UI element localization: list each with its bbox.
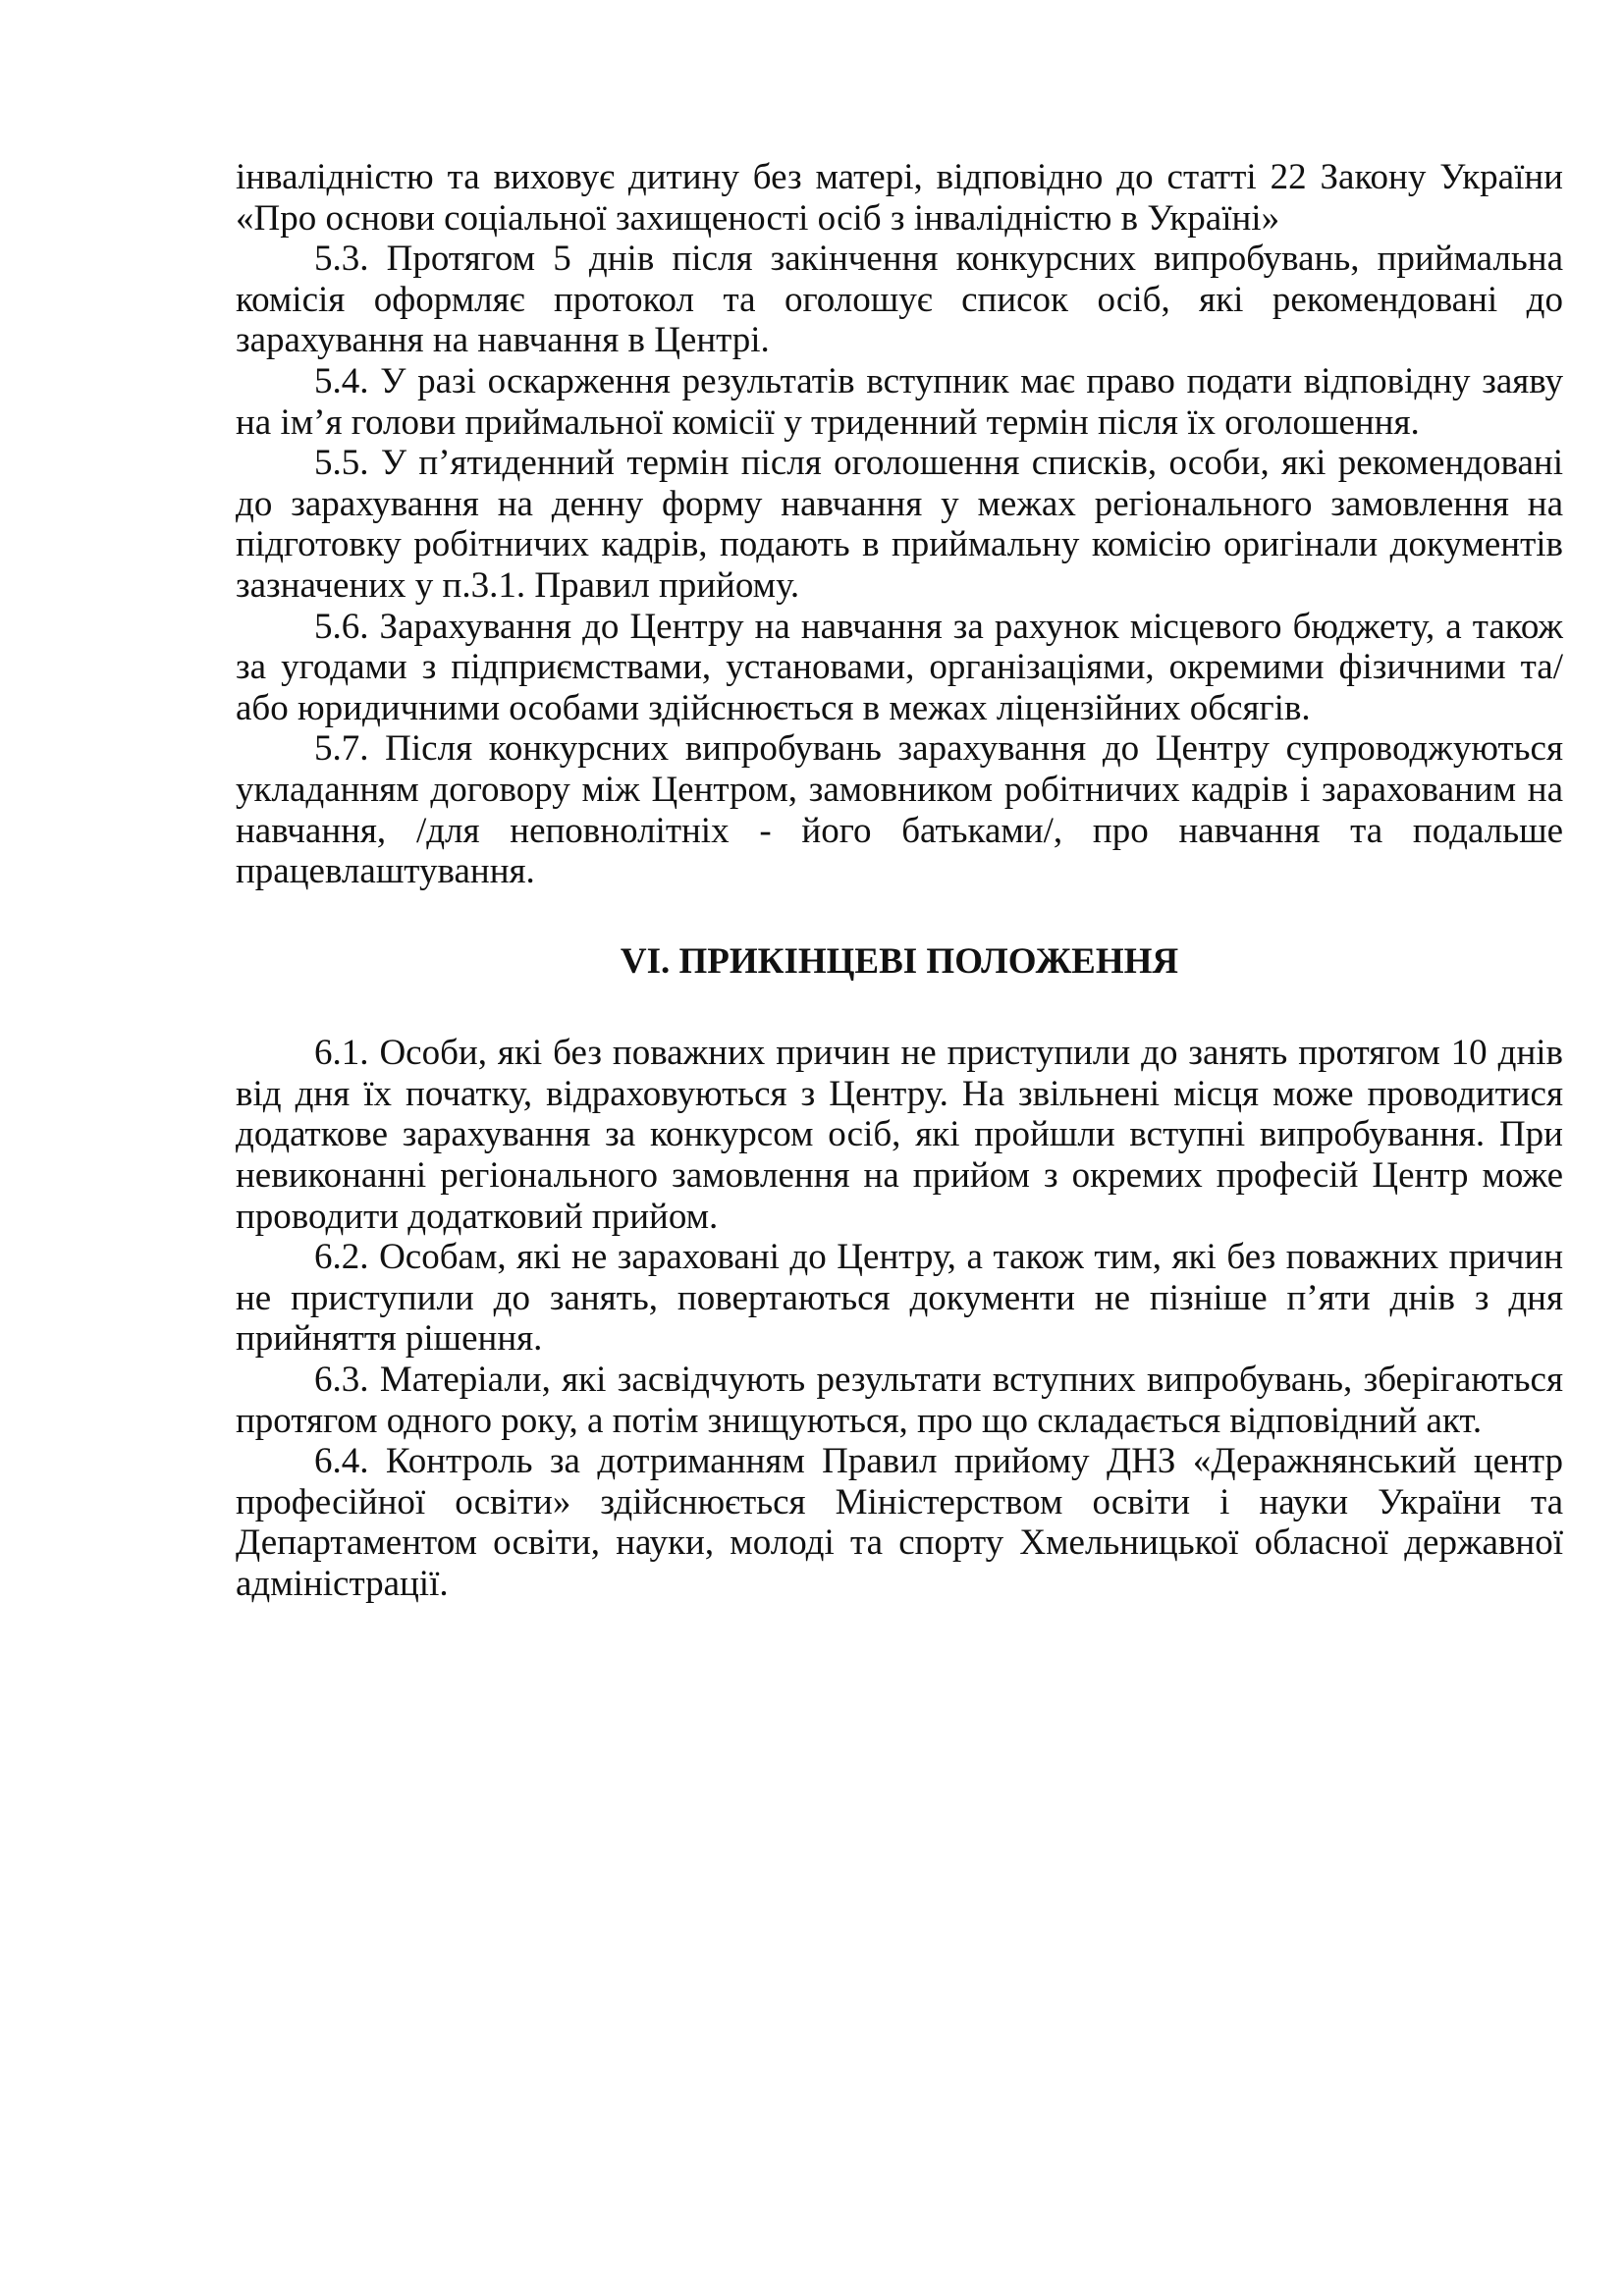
paragraph-5-3: 5.3. Протягом 5 днів після закінчення конкурсних випробувань, приймальна комісія оформляє протокол та оголошує список осіб, які рекомендовані до зарахування на навчання в Центрі. xyxy=(236,239,1563,361)
paragraph-6-4: 6.4. Контроль за дотриманням Правил прийому ДНЗ «Деражнянський центр професійної освіти» здійснюється Міністерством освіти і науки України та Департаментом освіти, науки, молоді та спорту Хмельницької обласної державної адміністрації. xyxy=(236,1441,1563,1604)
paragraph-5-4: 5.4. У разі оскарження результатів вступник має право подати відповідну заяву на ім’я голови приймальної комісії у триденний термін після їх оголошення. xyxy=(236,360,1563,443)
section-heading: VI. ПРИКІНЦЕВІ ПОЛОЖЕННЯ xyxy=(620,940,1179,982)
document-body xyxy=(236,157,1563,1605)
paragraph-6-3: 6.3. Матеріали, які засвідчують результати вступних випробувань, зберігаються протягом одного року, а потім знищуються, про що складається відповідний акт. xyxy=(236,1360,1563,1441)
paragraph-6-2: 6.2. Особам, які не зараховані до Центру, а також тим, які без поважних причин не приступили до занять, повертаються документи не пізніше п’яти днів з дня прийняття рішення. xyxy=(236,1237,1563,1360)
paragraph-6-1: 6.1. Особи, які без поважних причин не приступили до занять протягом 10 днів від дня їх початку, відраховуються з Центру. На звільнені місця може проводитися додаткове зарахування за конкурсом осіб, які пройшли вступні випробування. При невиконанні регіонального замовлення на прийом з окремих професій Центр може проводити додатковий прийом. xyxy=(236,1033,1563,1237)
paragraph-5-6: 5.6. Зарахування до Центру на навчання за рахунок місцевого бюджету, а також за угодами з підприємствами, установами, організаціями, окремими фізичними та/або юридичними особами здійснюється в межах ліцензійних обсягів. xyxy=(236,606,1563,728)
continuation-paragraph: інвалідністю та виховує дитину без матері, відповідно до статті 22 Закону України «Про основи соціальної захищеності осіб з інвалідністю в Україні» xyxy=(236,157,1563,239)
paragraph-5-7: 5.7. Після конкурсних випробувань зарахування до Центру супроводжуються укладанням договору між Центром, замовником робітничих кадрів і зарахованим на навчання, /для неповнолітніх - його батьками/, про навчання та подальше працевлаштування. xyxy=(236,728,1563,892)
paragraph-5-5: 5.5. У п’ятиденний термін після оголошення списків, особи, які рекомендовані до зарахування на денну форму навчання у межах регіонального замовлення на підготовку робітничих кадрів, подають в приймальну комісію оригінали документів зазначених у п.3.1. Правил прийому. xyxy=(236,443,1563,606)
